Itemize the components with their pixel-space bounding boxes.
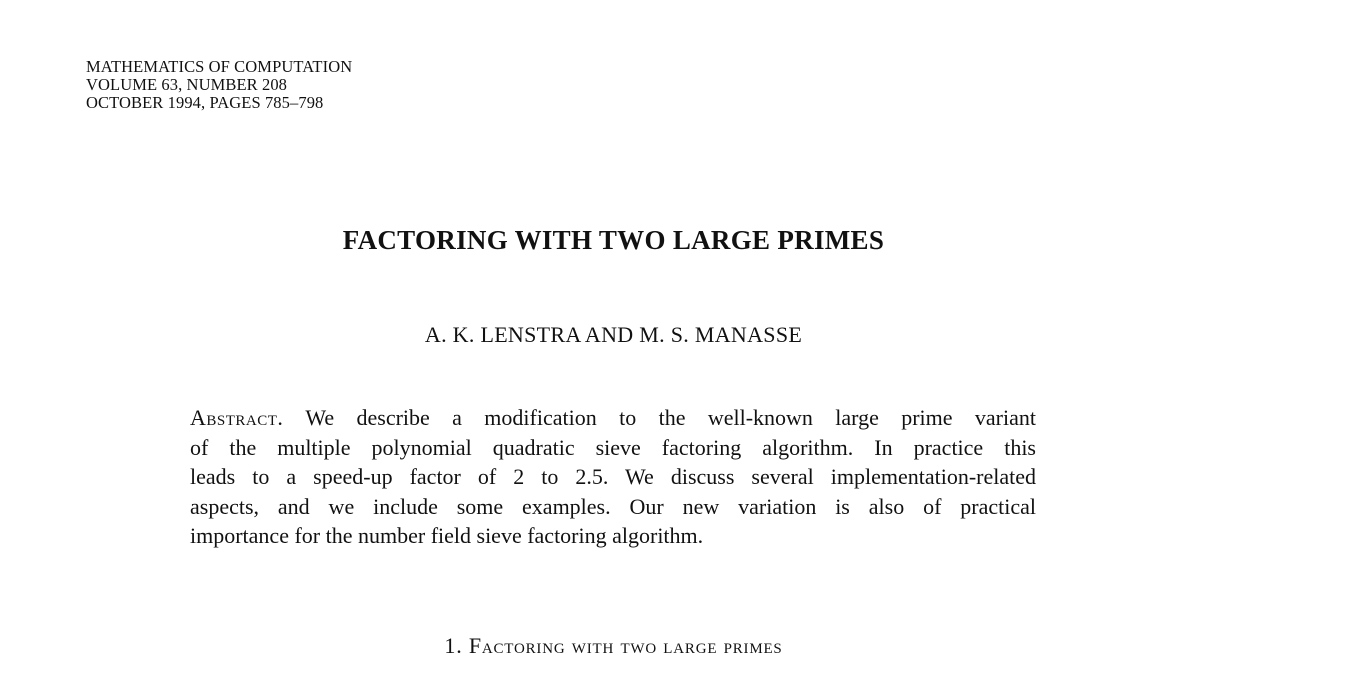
section-number: 1. xyxy=(444,633,463,658)
abstract-line-text: We describe a modification to the well-known large prime variant xyxy=(283,405,1036,430)
paper-authors: A. K. LENSTRA AND M. S. MANASSE xyxy=(424,322,803,347)
abstract-line: importance for the number field sieve factoring algorithm. xyxy=(190,523,704,548)
paper-title: FACTORING WITH TWO LARGE PRIMES xyxy=(342,225,885,255)
abstract-line: aspects, and we include some examples. Our new variation is also of practical xyxy=(190,493,1036,519)
abstract-line xyxy=(190,403,1036,433)
section-title: Factoring with two large primes xyxy=(468,633,783,658)
journal-date-pages: OCTOBER 1994, PAGES 785–798 xyxy=(86,93,324,112)
abstract-line: leads to a speed-up factor of 2 to 2.5. We discuss several implementation-related xyxy=(190,464,1036,489)
journal-header xyxy=(86,58,352,112)
abstract-label: Abstract. xyxy=(190,405,284,430)
abstract xyxy=(190,403,1036,551)
journal-name: MATHEMATICS OF COMPUTATION xyxy=(86,57,353,76)
section-heading xyxy=(0,633,1227,659)
abstract-line: of the multiple polynomial quadratic sieve factoring algorithm. In practice this xyxy=(190,434,1036,460)
journal-volume: VOLUME 63, NUMBER 208 xyxy=(86,75,288,94)
